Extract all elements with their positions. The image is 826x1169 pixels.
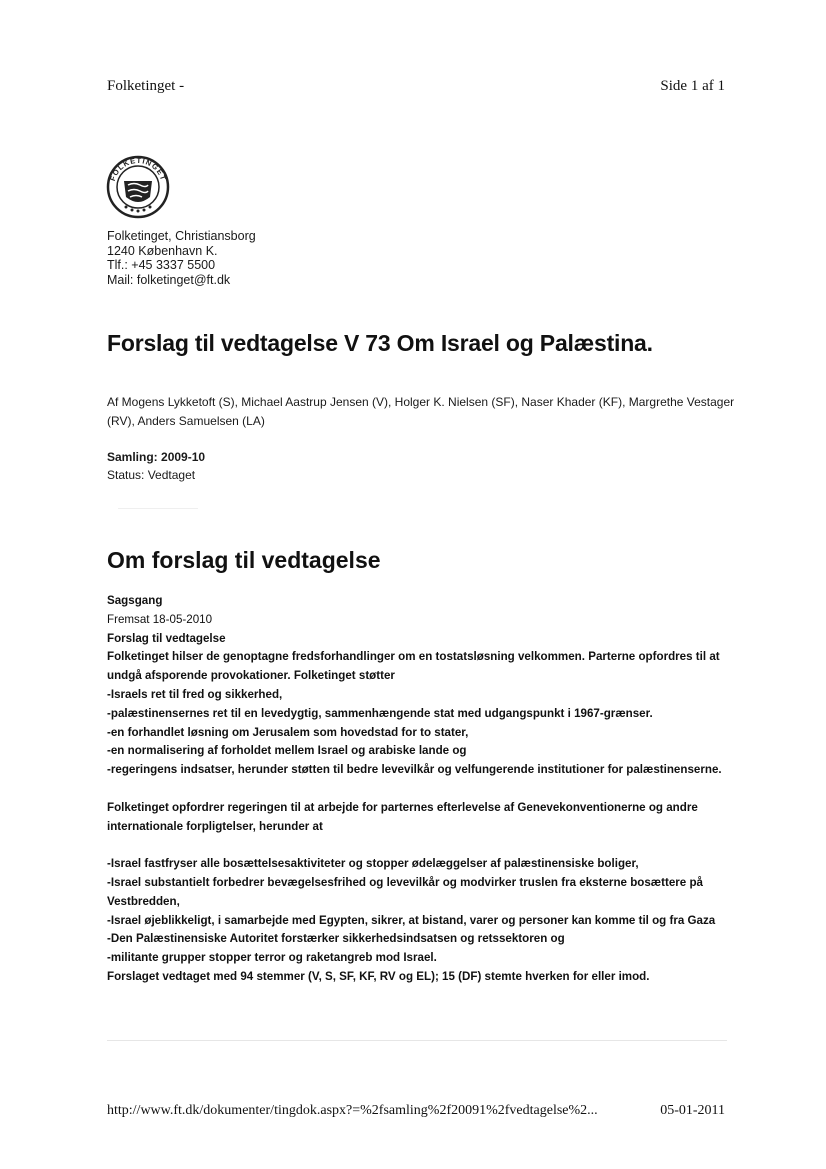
list-item: -palæstinensernes ret til en levedygtig, sammenhængende stat med udgangspunkt i 1967-grænser.	[107, 706, 653, 720]
list-item: -Israel øjeblikkeligt, i samarbejde med Egypten, sikrer, at bistand, varer og personer kan komme til og fra Gaza	[107, 913, 716, 927]
print-footer-date: 05-01-2011	[660, 1103, 725, 1118]
page-title: Forslag til vedtagelse V 73 Om Israel og Palæstina.	[107, 330, 653, 356]
list-item: -militante grupper stopper terror og raketangreb mod Israel.	[107, 951, 437, 965]
print-footer-url: http://www.ft.dk/dokumenter/tingdok.aspx?=%2fsamling%2f20091%2fvedtagelse%2...	[107, 1103, 598, 1118]
result-line: Forslaget vedtaget med 94 stemmer (V, S, SF, KF, RV og EL); 15 (DF) stemte hverken for eller imod.	[107, 969, 650, 983]
list-item: -Israel fastfryser alle bosættelsesaktiviteter og stopper ødelæggelser af palæstinensiske boliger,	[107, 857, 639, 871]
fremsat-date: Fremsat 18-05-2010	[107, 612, 213, 626]
divider	[118, 508, 198, 509]
section-title: Om forslag til vedtagelse	[107, 547, 381, 573]
list-item: -en normalisering af forholdet mellem Israel og arabiske lande og	[107, 744, 467, 758]
svg-text:FOLKETINGET	[108, 156, 168, 182]
paragraph: Folketinget opfordrer regeringen til at arbejde for parternes efterlevelse af Genevekonventionerne og andre internationale forpligtelser, herunder at	[107, 800, 698, 833]
logo-text: FOLKETINGET	[107, 155, 169, 183]
list-item: -regeringens indsatser, herunder støtten til bedre levevilkår og velfungerende institutioner for palæstinenserne.	[107, 763, 722, 777]
document-body	[107, 592, 727, 987]
status-label: Status:	[107, 468, 145, 482]
samling-label: Samling:	[107, 450, 158, 464]
address-line: 1240 København K.	[107, 243, 218, 258]
forslag-heading: Forslag til vedtagelse	[107, 631, 226, 645]
list-item: -Den Palæstinensiske Autoritet forstærker sikkerhedsindsatsen og retssektoren og	[107, 932, 565, 946]
print-header-left: Folketinget -	[107, 78, 185, 94]
phone-line: Tlf.: +45 3337 5500	[107, 258, 216, 272]
email-line: Mail: folketinget@ft.dk	[107, 272, 231, 287]
address-block	[107, 229, 256, 287]
print-header-page-number: Side 1 af 1	[660, 78, 725, 94]
list-item: -en forhandlet løsning om Jerusalem som hovedstad for to stater,	[107, 725, 469, 739]
authors-line: Af Mogens Lykketoft (S), Michael Aastrup Jensen (V), Holger K. Nielsen (SF), Naser Khader (KF), Margrethe Vestager (RV), Anders Samuelsen (LA)	[107, 395, 735, 428]
address-line: Folketinget, Christiansborg	[107, 229, 256, 243]
list-item: -Israels ret til fred og sikkerhed,	[107, 687, 283, 701]
divider	[107, 1040, 727, 1041]
status-value: Vedtaget	[147, 468, 196, 482]
sagsgang-heading: Sagsgang	[107, 594, 163, 607]
paragraph: Folketinget hilser de genoptagne fredsforhandlinger om en tostatsløsning velkommen. Parterne opfordres til at undgå afsporende provokationer. Folketinget støtter	[107, 650, 720, 683]
meta-block	[107, 448, 205, 484]
folketinget-seal-icon	[106, 155, 170, 219]
samling-value: 2009-10	[161, 450, 206, 464]
list-item: -Israel substantielt forbedrer bevægelsesfrihed og levevilkår og modvirker truslen fra eksterne bosættere på Vestbredden,	[107, 875, 703, 908]
